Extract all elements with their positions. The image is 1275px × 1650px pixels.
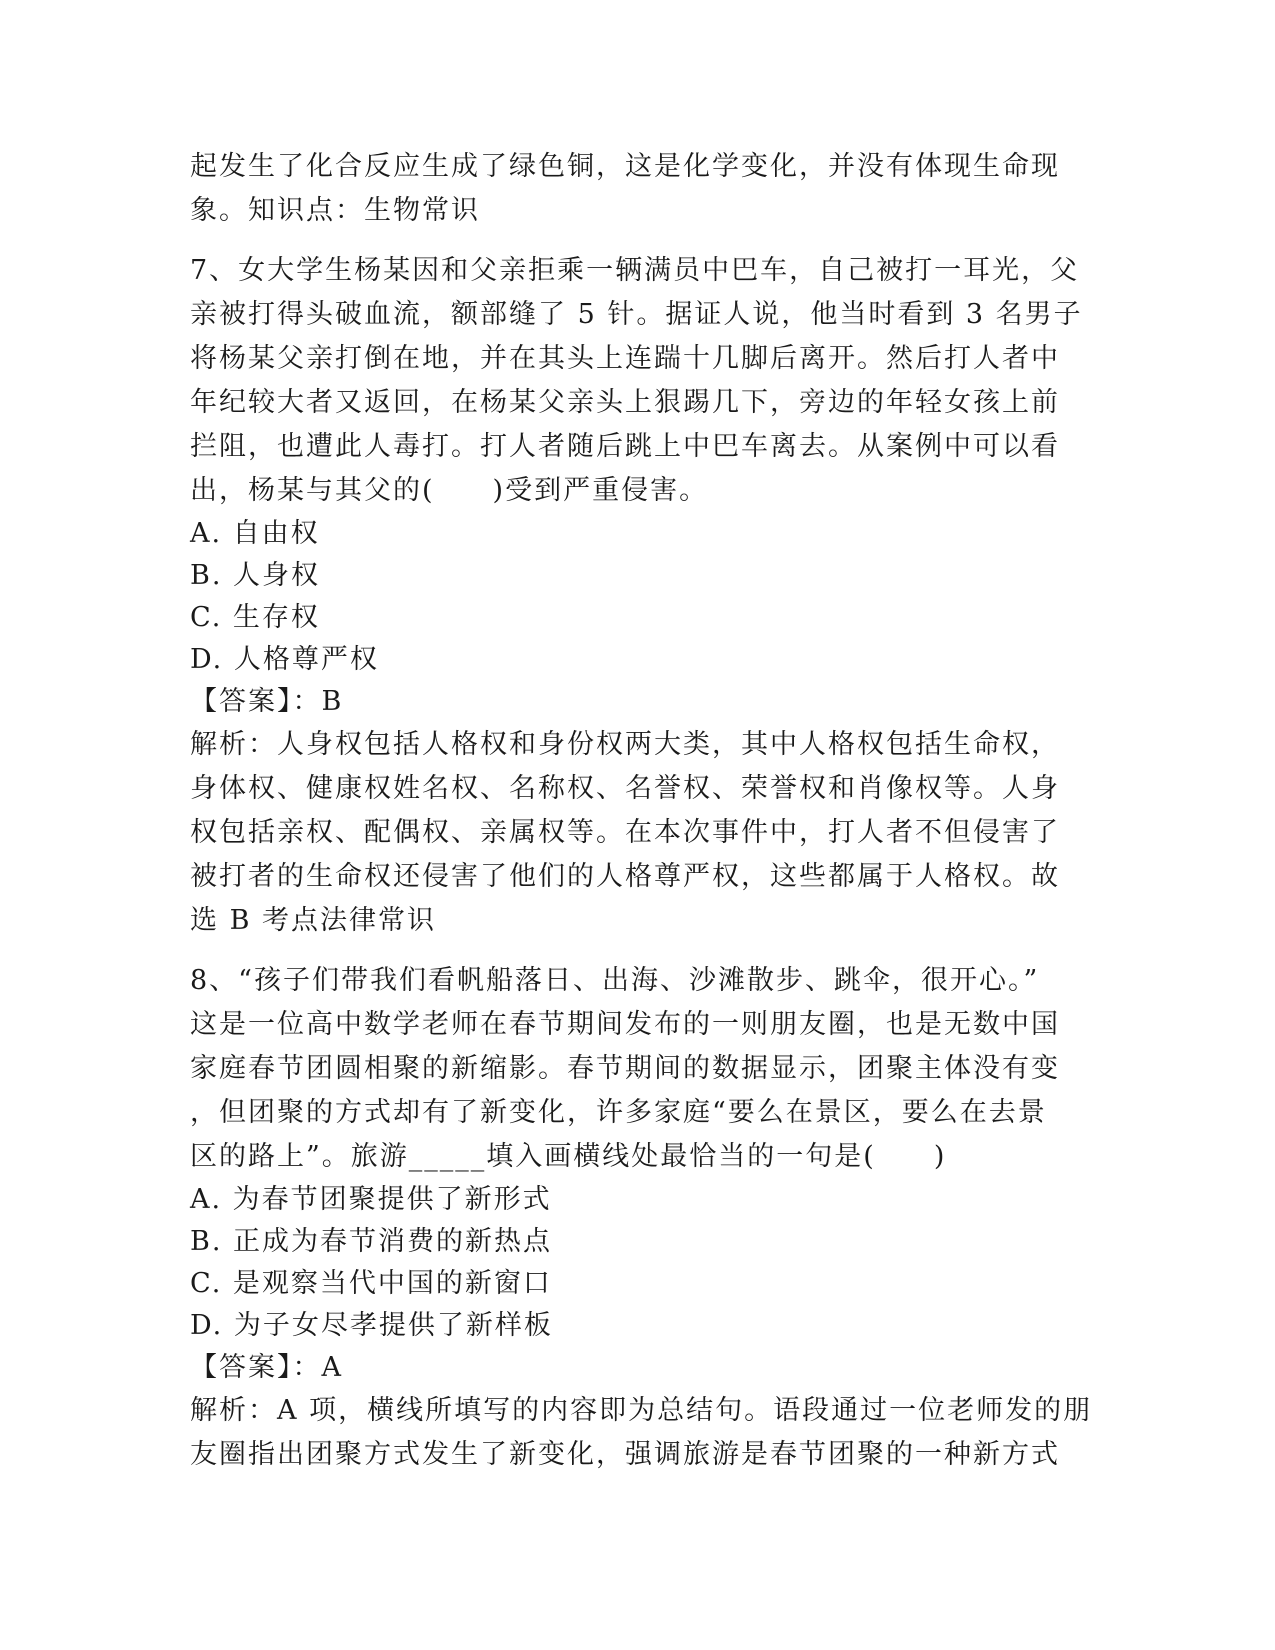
question-stem-line: 亲被打得头破血流，额部缝了 5 针。据证人说，他当时看到 3 名男子 [190,299,1083,330]
question-stem-line: 8、“孩子们带我们看帆船落日、出海、沙滩散步、跳伞，很开心。” [190,965,1040,996]
question-stem-line: 年纪较大者又返回，在杨某父亲头上狠踢几下，旁边的年轻女孩上前 [190,387,1060,418]
analysis-line: 选 B 考点法律常识 [190,905,437,936]
previous-analysis-block [190,145,1090,233]
question-stem-line: 将杨某父亲打倒在地，并在其头上连踹十几脚后离开。然后打人者中 [190,343,1060,374]
option-d: D. 人格尊严权 [190,644,379,675]
question-8-options [190,1179,1090,1347]
question-stem-line: 7、女大学生杨某因和父亲拒乘一辆满员中巴车，自己被打一耳光，父 [190,255,1080,286]
option-b: B. 人身权 [190,560,321,591]
question-8-stem [190,959,1090,1179]
option-a: A. 为春节团聚提供了新形式 [190,1184,552,1215]
analysis-line: 身体权、健康权姓名权、名称权、名誉权、荣誉权和肖像权等。人身 [190,773,1060,804]
document-body [190,145,1093,1477]
question-stem-line: ，但团聚的方式却有了新变化，许多家庭“要么在景区，要么在去景 [190,1097,1047,1128]
answer-label: 【答案】：B [190,686,344,717]
option-c: C. 生存权 [190,602,320,633]
analysis-line: 友圈指出团聚方式发生了新变化，强调旅游是春节团聚的一种新方式 [190,1439,1060,1470]
answer-label: 【答案】：A [190,1352,343,1383]
analysis-line: 被打者的生命权还侵害了他们的人格尊严权，这些都属于人格权。故 [190,861,1060,892]
text-line: 象。知识点：生物常识 [190,195,480,226]
question-8 [190,959,1093,1477]
question-7-stem [190,249,1090,513]
analysis-line: 解析：人身权包括人格权和身份权两大类，其中人格权包括生命权， [190,729,1060,760]
analysis-line: 解析：A 项，横线所填写的内容即为总结句。语段通过一位老师发的朋 [190,1395,1093,1426]
option-d: D. 为子女尽孝提供了新样板 [190,1310,553,1341]
question-7-analysis [190,723,1090,943]
analysis-line: 权包括亲权、配偶权、亲属权等。在本次事件中，打人者不但侵害了 [190,817,1060,848]
question-stem-line: 家庭春节团圆相聚的新缩影。春节期间的数据显示，团聚主体没有变 [190,1053,1060,1084]
text-line: 起发生了化合反应生成了绿色铜，这是化学变化，并没有体现生命现 [190,151,1060,182]
question-stem-line: 拦阻，也遭此人毒打。打人者随后跳上中巴车离去。从案例中可以看 [190,431,1060,462]
question-stem-line: 区的路上”。旅游_____填入画横线处最恰当的一句是( ) [190,1141,947,1172]
question-stem-line: 这是一位高中数学老师在春节期间发布的一则朋友圈，也是无数中国 [190,1009,1060,1040]
question-stem-line: 出，杨某与其父的( )受到严重侵害。 [190,475,709,506]
question-7 [190,249,1090,943]
question-8-analysis [190,1389,1093,1477]
option-b: B. 正成为春节消费的新热点 [190,1226,553,1257]
option-c: C. 是观察当代中国的新窗口 [190,1268,552,1299]
option-a: A. 自由权 [190,518,320,549]
question-7-options [190,513,1090,681]
